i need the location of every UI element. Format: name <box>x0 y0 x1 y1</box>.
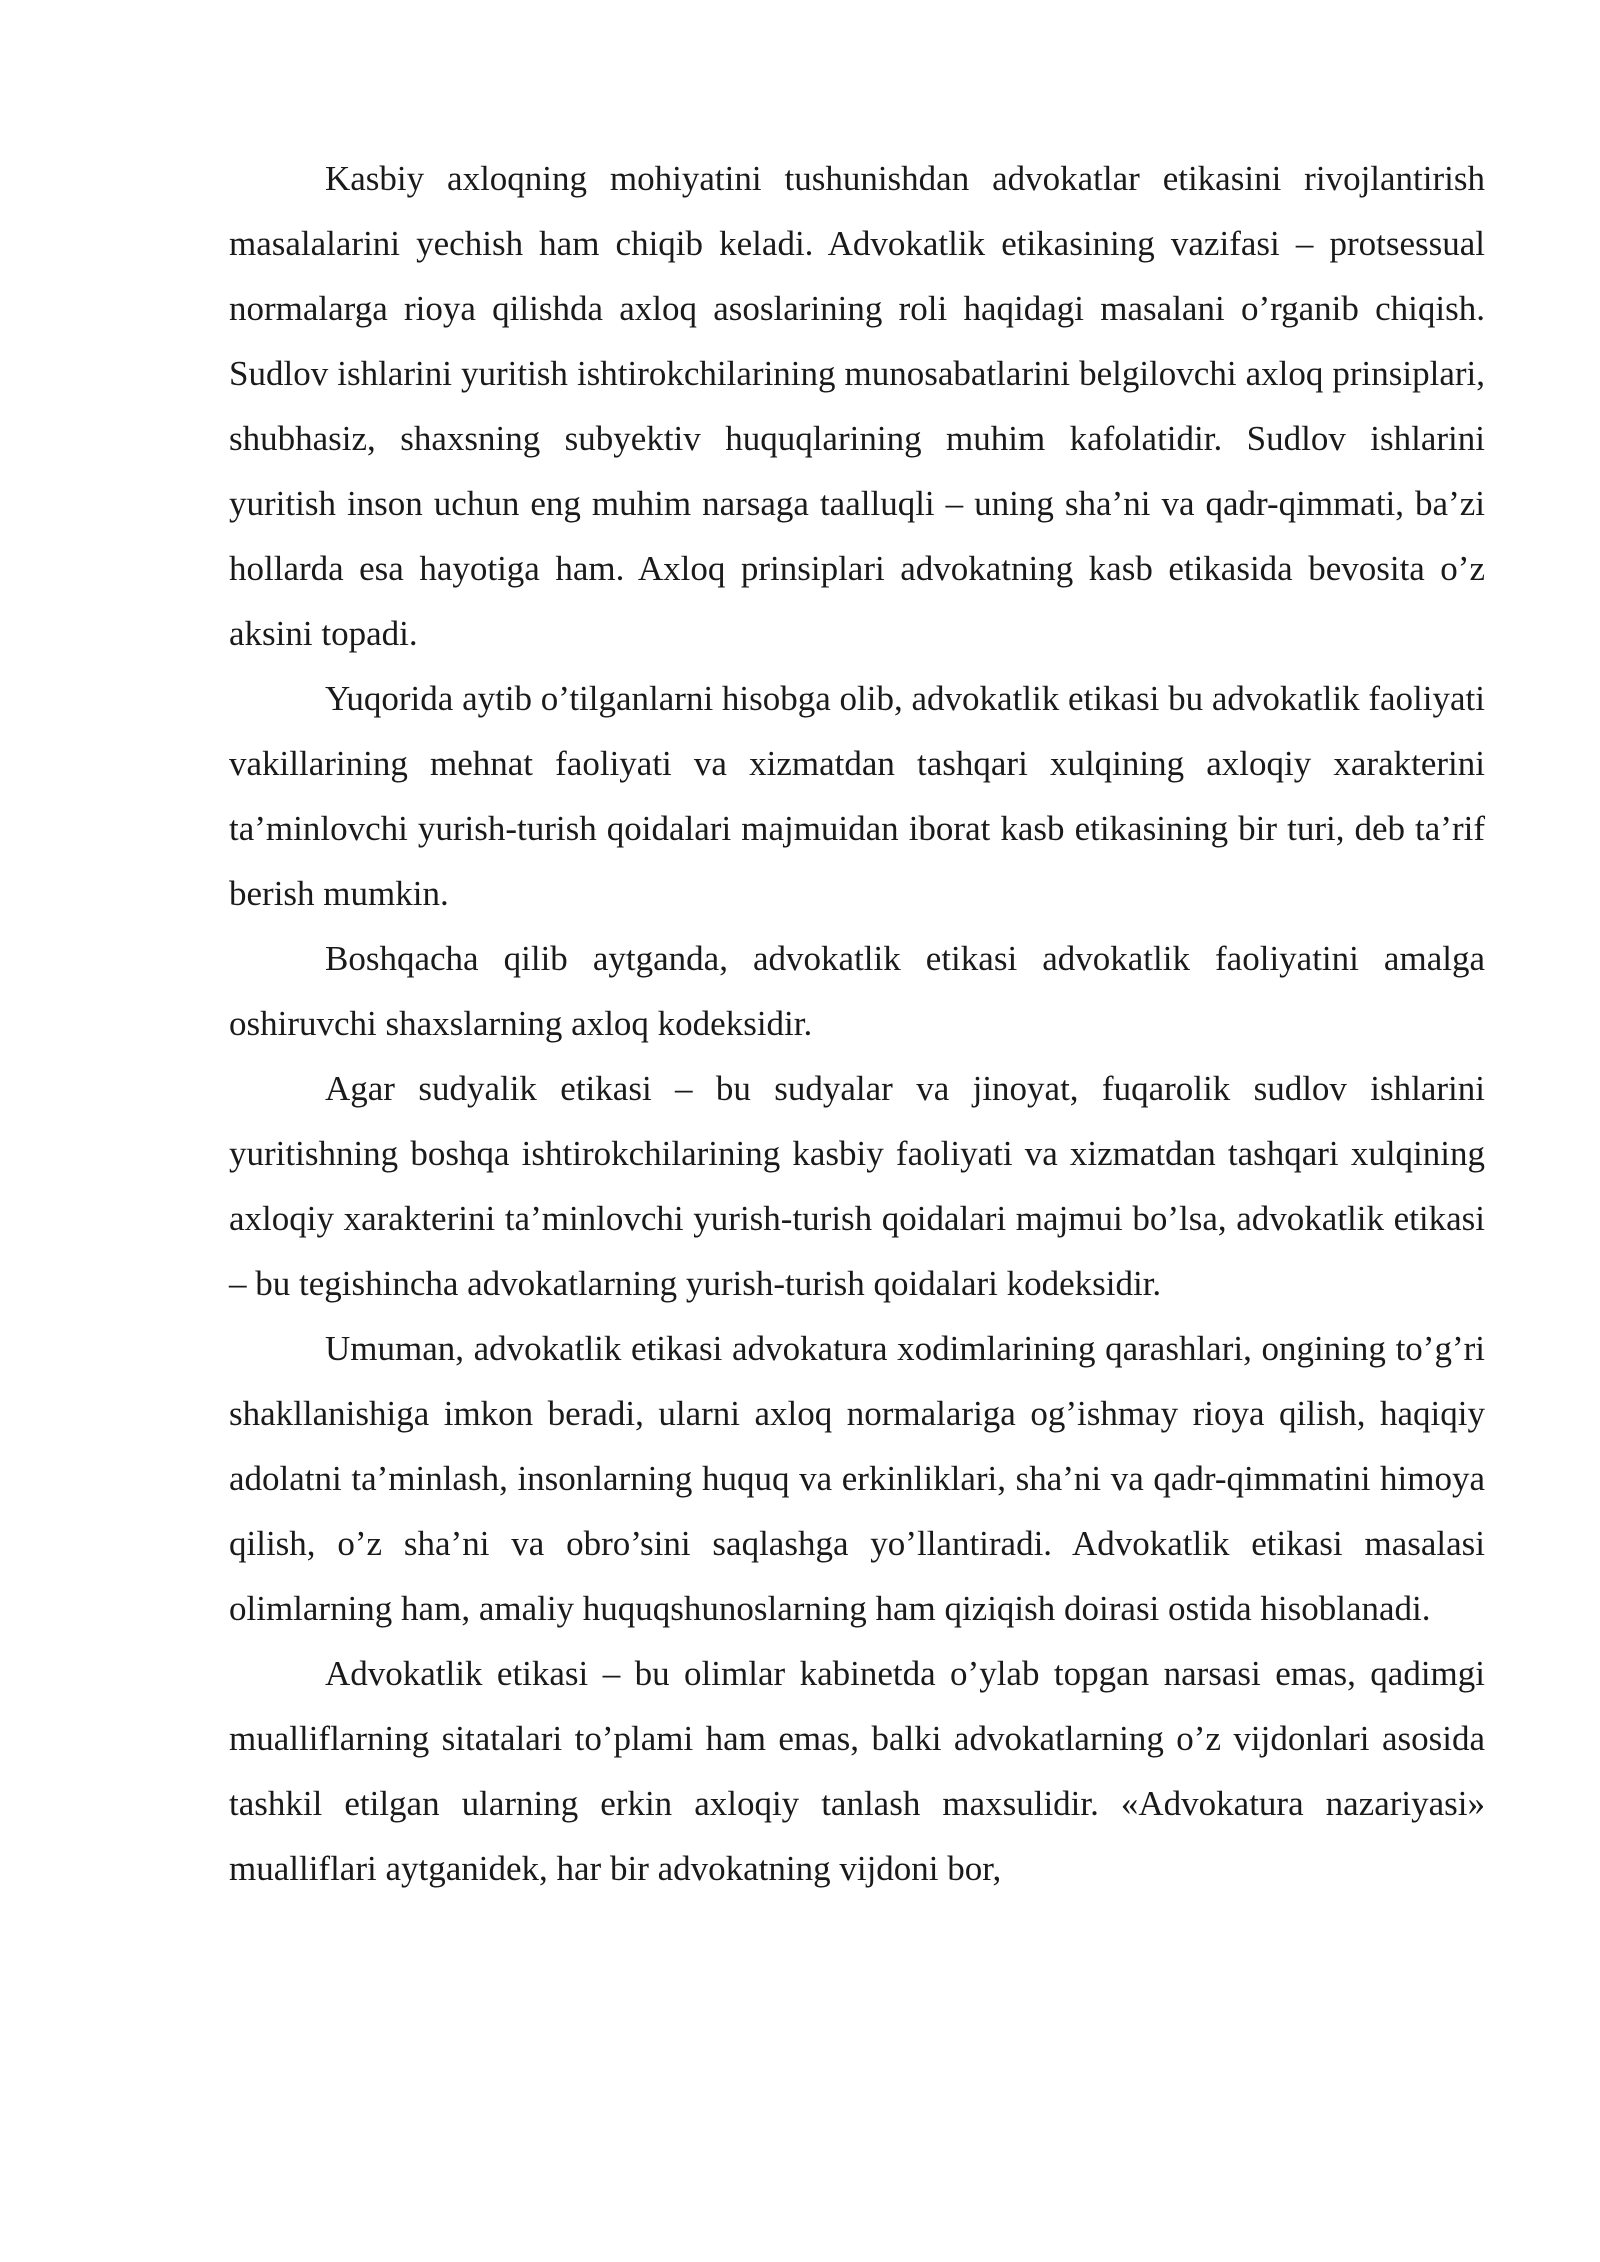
document-page <box>229 146 1485 1901</box>
paragraph-1: Kasbiy axloqning mohiyatini tushunishdan advokatlar etikasini rivojlantirish masalalarini yechish ham chiqib keladi. Advokatlik etikasining vazifasi – protsessual normalarga rioya qilishda axloq asoslarining roli haqidagi masalani o’rganib chiqish. Sudlov ishlarini yuritish ishtirokchilarining munosabatlarini belgilovchi axloq prinsiplari, shubhasiz, shaxsning subyektiv huquqlarining muhim kafolatidir. Sudlov ishlarini yuritish inson uchun eng muhim narsaga taalluqli – uning sha’ni va qadr-qimmati, ba’zi hollarda esa hayotiga ham. Axloq prinsiplari advokatning kasb etikasida bevosita o’z aksini topadi. <box>229 159 1485 653</box>
paragraph-6: Advokatlik etikasi – bu olimlar kabinetda o’ylab topgan narsasi emas, qadimgi mualliflarning sitatalari to’plami ham emas, balki advokatlarning o’z vijdonlari asosida tashkil etilgan ularning erkin axloqiy tanlash maxsulidir. «Advokatura nazariyasi» mualliflari aytganidek, har bir advokatning vijdoni bor, <box>229 1654 1485 1888</box>
paragraph-5: Umuman, advokatlik etikasi advokatura xodimlarining qarashlari, ongining to’g’ri shakllanishiga imkon beradi, ularni axloq normalariga og’ishmay rioya qilish, haqiqiy adolatni ta’minlash, insonlarning huquq va erkinliklari, sha’ni va qadr-qimmatini himoya qilish, o’z sha’ni va obro’sini saqlashga yo’llantiradi. Advokatlik etikasi masalasi olimlarning ham, amaliy huquqshunoslarning ham qiziqish doirasi ostida hisoblanadi. <box>229 1329 1485 1628</box>
paragraph-4: Agar sudyalik etikasi – bu sudyalar va jinoyat, fuqarolik sudlov ishlarini yuritishning boshqa ishtirokchilarining kasbiy faoliyati va xizmatdan tashqari xulqining axloqiy xarakterini ta’minlovchi yurish-turish qoidalari majmui bo’lsa, advokatlik etikasi – bu tegishincha advokatlarning yurish-turish qoidalari kodeksidir. <box>229 1069 1485 1303</box>
paragraph-3: Boshqacha qilib aytganda, advokatlik etikasi advokatlik faoliyatini amalga oshiruvchi shaxslarning axloq kodeksidir. <box>229 939 1485 1043</box>
paragraph-2: Yuqorida aytib o’tilganlarni hisobga olib, advokatlik etikasi bu advokatlik faoliyati vakillarining mehnat faoliyati va xizmatdan tashqari xulqining axloqiy xarakterini ta’minlovchi yurish-turish qoidalari majmuidan iborat kasb etikasining bir turi, deb ta’rif berish mumkin. <box>229 679 1485 913</box>
